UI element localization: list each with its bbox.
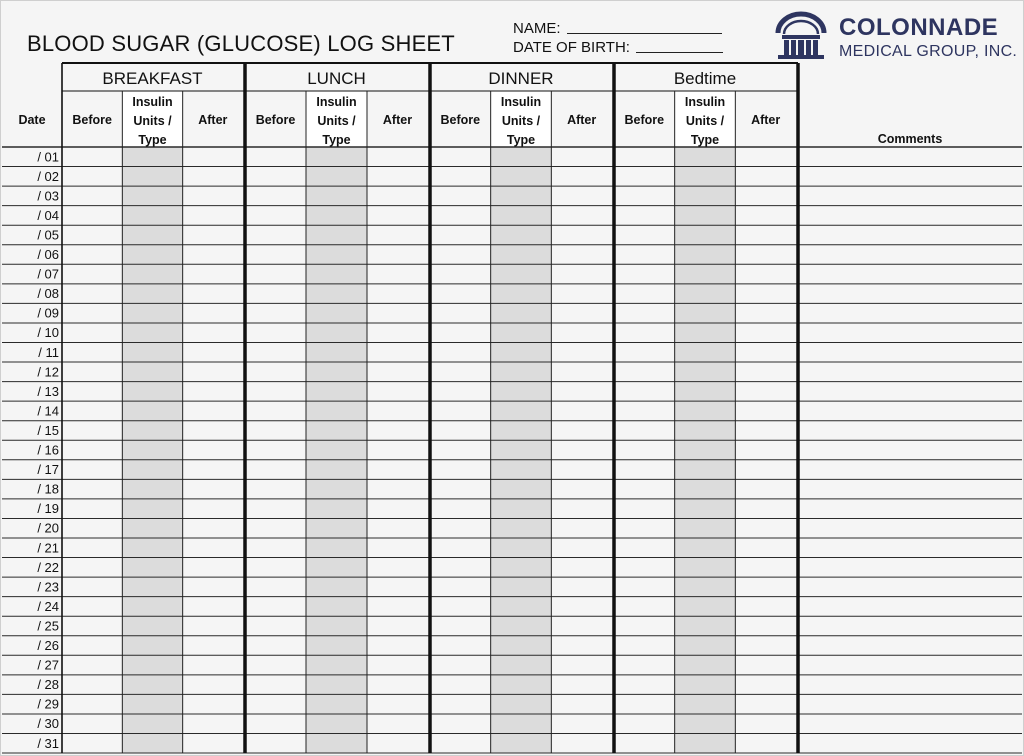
insulin-header-line: Insulin — [500, 95, 542, 109]
date-label: / 19 — [37, 501, 59, 517]
insulin-column-shade — [122, 147, 182, 753]
dob-label: DATE OF BIRTH: — [513, 39, 630, 56]
insulin-column-shade — [306, 147, 367, 753]
date-label: / 16 — [37, 442, 59, 458]
date-label: / 21 — [37, 540, 59, 556]
insulin-header-line: Type — [138, 133, 167, 147]
date-label: / 22 — [37, 559, 59, 575]
name-label: NAME: — [513, 20, 561, 37]
date-label: / 17 — [37, 462, 59, 478]
insulin-header-line: Units / — [501, 114, 541, 128]
page-title: BLOOD SUGAR (GLUCOSE) LOG SHEET — [27, 31, 455, 56]
date-label: / 07 — [37, 266, 59, 282]
date-label: / 08 — [37, 286, 59, 302]
date-label: / 25 — [37, 618, 59, 634]
before-header: Before — [255, 113, 296, 127]
date-label: / 12 — [37, 364, 59, 380]
insulin-header-line: Type — [322, 133, 351, 147]
before-header: Before — [72, 113, 112, 127]
date-label: / 09 — [37, 305, 59, 321]
logo-name: COLONNADE — [839, 14, 999, 41]
date-label: / 03 — [37, 188, 59, 204]
after-header: After — [751, 113, 781, 127]
date-label: / 29 — [37, 696, 59, 712]
meal-header-breakfast: BREAKFAST — [102, 69, 203, 88]
date-label: / 20 — [37, 520, 59, 536]
meal-header-bedtime: Bedtime — [673, 69, 737, 88]
insulin-header-line: Insulin — [684, 95, 726, 109]
insulin-header-line: Units / — [685, 114, 725, 128]
date-label: / 31 — [37, 735, 59, 751]
date-label: / 14 — [37, 403, 59, 419]
insulin-header-line: Units / — [317, 114, 356, 128]
insulin-header-line: Units / — [133, 114, 172, 128]
date-label: / 28 — [37, 677, 59, 693]
insulin-column-shade — [491, 147, 552, 753]
date-header: Date — [18, 113, 46, 127]
date-label: / 13 — [37, 383, 59, 399]
date-label: / 18 — [37, 481, 59, 497]
date-label: / 26 — [37, 638, 59, 654]
after-header: After — [198, 113, 228, 127]
date-label: / 30 — [37, 716, 59, 732]
logo-subtitle: MEDICAL GROUP, INC. — [839, 43, 1018, 60]
date-label: / 27 — [37, 657, 59, 673]
date-label: / 10 — [37, 325, 59, 341]
date-label: / 04 — [37, 207, 59, 223]
insulin-header-line: Insulin — [316, 95, 357, 109]
after-header: After — [382, 113, 413, 127]
date-label: / 15 — [37, 422, 59, 438]
date-label: / 06 — [37, 247, 59, 263]
date-label: / 05 — [37, 227, 59, 243]
before-header: Before — [624, 113, 665, 127]
insulin-header-line: Type — [506, 133, 536, 147]
comments-header: Comments — [877, 132, 943, 146]
insulin-column-shade — [675, 147, 736, 753]
insulin-header-line: Insulin — [132, 95, 173, 109]
insulin-header-line: Type — [690, 133, 720, 147]
date-label: / 01 — [37, 149, 59, 165]
date-label: / 02 — [37, 168, 59, 184]
date-label: / 24 — [37, 598, 59, 614]
before-header: Before — [440, 113, 481, 127]
meal-header-dinner: DINNER — [488, 69, 554, 88]
date-label: / 11 — [38, 344, 59, 360]
meal-header-lunch: LUNCH — [307, 69, 366, 88]
date-label: / 23 — [37, 579, 59, 595]
after-header: After — [567, 113, 597, 127]
